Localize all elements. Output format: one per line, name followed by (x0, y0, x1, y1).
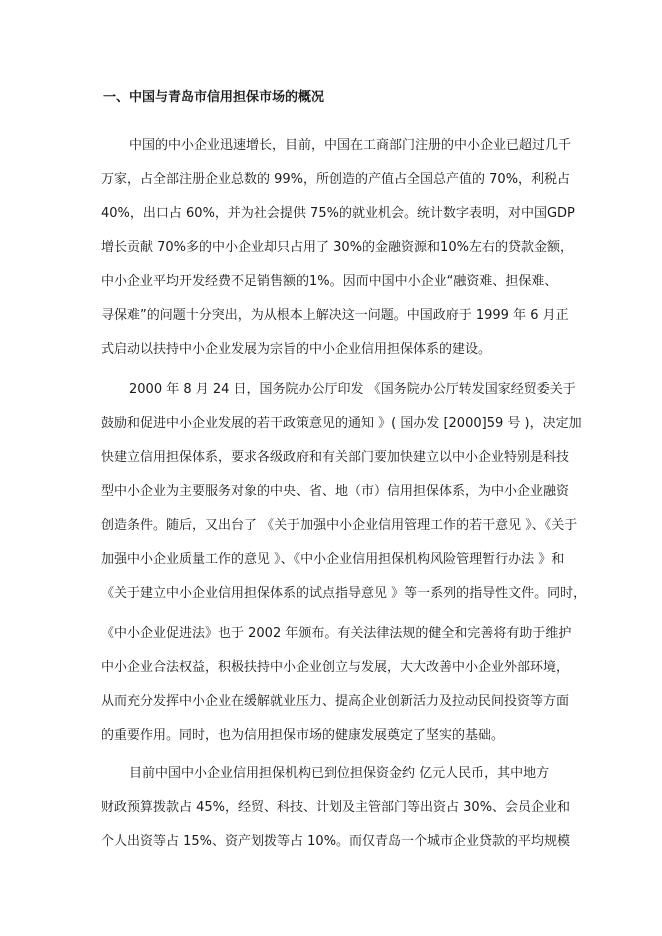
text-line: 目前中国中小企业信用担保机构已到位担保资金约 亿元人民币，其中地方 (129, 766, 550, 781)
text-line: 个人出资等占 15%、资产划拨等占 10%。而仅青岛一个城市企业贷款的平均规模 (101, 834, 571, 849)
text-line: 万家，占全部注册企业总数的 99%，所创造的产值占全国总产值的 70%，利税占 (101, 172, 571, 187)
text-line: 创造条件。随后，又出台了 《关于加强中小企业信用管理工作的若干意见 》、《关于 (101, 518, 578, 533)
text-line: 中国的中小企业迅速增长，目前，中国在工商部门注册的中小企业已超过几千 (129, 138, 572, 153)
text-line: 快建立信用担保体系，要求各级政府和有关部门要加快建立以中小企业特别是科技 (101, 450, 570, 465)
section-heading: 一、中国与青岛市信用担保市场的概况 (103, 90, 325, 105)
text-line: 《关于建立中小企业信用担保体系的试点指导意见 》等一系列的指导性文件。同时， (101, 586, 587, 601)
text-line: 型中小企业为主要服务对象的中央、省、地（市）信用担保体系，为中小企业融资 (101, 484, 570, 499)
text-line: 式启动以扶持中小企业发展为宗旨的中小企业信用担保体系的建设。 (101, 342, 492, 357)
text-line: 《中小企业促进法》也于 2002 年颁布。有关法律法规的健全和完善将有助于维护 (101, 626, 572, 641)
text-line: 的重要作用。同时，也为信用担保市场的健康发展奠定了坚实的基础。 (101, 728, 505, 743)
text-line: 寻保难”的问题十分突出，为从根本上解决这一问题。中国政府于 1999 年 6 月正 (101, 308, 569, 323)
text-line: 中小企业合法权益，积极扶持中小企业创立与发展，大大改善中小企业外部环境， (101, 660, 570, 675)
text-line: 鼓励和促进中小企业发展的若干政策意见的通知 》( 国办发 [2000]59 号 )，决定加 (101, 416, 582, 431)
text-line: 财政预算拨款占 45%，经贸、科技、计划及主管部门等出资占 30%、会员企业和 (101, 800, 571, 815)
text-line: 2000 年 8 月 24 日，国务院办公厅印发 《国务院办公厅转发国家经贸委关于 (129, 382, 576, 397)
text-line: 40%，出口占 60%，并为社会提供 75%的就业机会。统计数字表明，对中国GDP (101, 206, 575, 221)
text-line: 从而充分发挥中小企业在缓解就业压力、提高企业创新活力及拉动民间投资等方面 (101, 694, 570, 709)
text-line: 增长贡献 70%多的中小企业却只占用了 30%的金融资源和10%左右的贷款金额， (101, 240, 573, 255)
text-line: 中小企业平均开发经费不足销售额的1%。因而中国中小企业“融资难、担保难、 (101, 274, 558, 289)
text-line: 加强中小企业质量工作的意见 》、《中小企业信用担保机构风险管理暂行办法 》和 (101, 552, 565, 567)
